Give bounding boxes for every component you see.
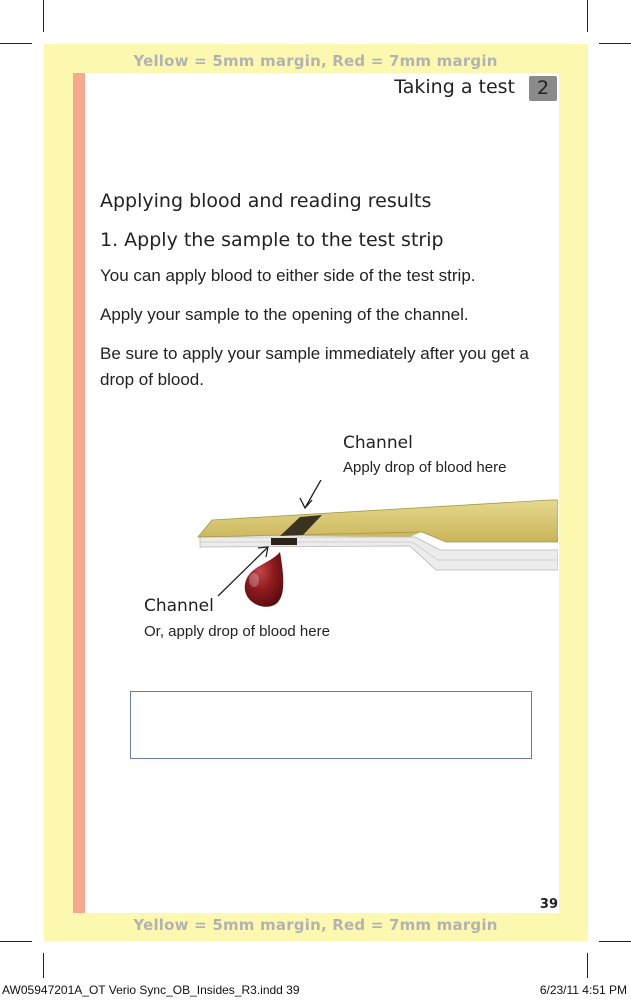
crop-mark	[587, 0, 588, 32]
slug-filename: AW05947201A_OT Verio Sync_OB_Insides_R3.indd 39	[2, 983, 300, 997]
crop-mark	[599, 941, 631, 942]
test-strip-illustration	[140, 480, 558, 620]
crop-mark	[587, 953, 588, 978]
body-paragraph: Apply your sample to the opening of the channel.	[100, 305, 469, 324]
channel-end-mark	[271, 538, 297, 545]
body-paragraph: Be sure to apply your sample immediately after you get a drop of blood.	[100, 344, 529, 389]
channel-label-top: Channel	[343, 433, 413, 453]
crop-mark	[599, 43, 631, 44]
margin-note-bottom: Yellow = 5mm margin, Red = 7mm margin	[133, 916, 498, 934]
red-margin-bar	[73, 73, 85, 913]
section-heading: Applying blood and reading results	[100, 190, 432, 212]
chapter-badge: 2	[529, 76, 557, 101]
page-number: 39	[539, 897, 558, 912]
crop-mark	[0, 941, 32, 942]
crop-mark	[43, 953, 44, 978]
channel-sublabel-bottom: Or, apply drop of blood here	[144, 623, 330, 640]
channel-sublabel-top: Apply drop of blood here	[343, 459, 507, 476]
body-paragraph: You can apply blood to either side of the test strip.	[100, 266, 476, 285]
slug-datetime: 6/23/11 4:51 PM	[539, 983, 627, 997]
page-header-title: Taking a test	[394, 76, 515, 98]
crop-mark	[43, 0, 44, 32]
channel-label-bottom: Channel	[144, 596, 214, 616]
note-box	[130, 691, 532, 759]
crop-mark	[0, 43, 32, 44]
margin-note-top: Yellow = 5mm margin, Red = 7mm margin	[133, 52, 498, 70]
pointer-line-top	[305, 480, 338, 508]
step-heading: 1. Apply the sample to the test strip	[100, 229, 444, 251]
